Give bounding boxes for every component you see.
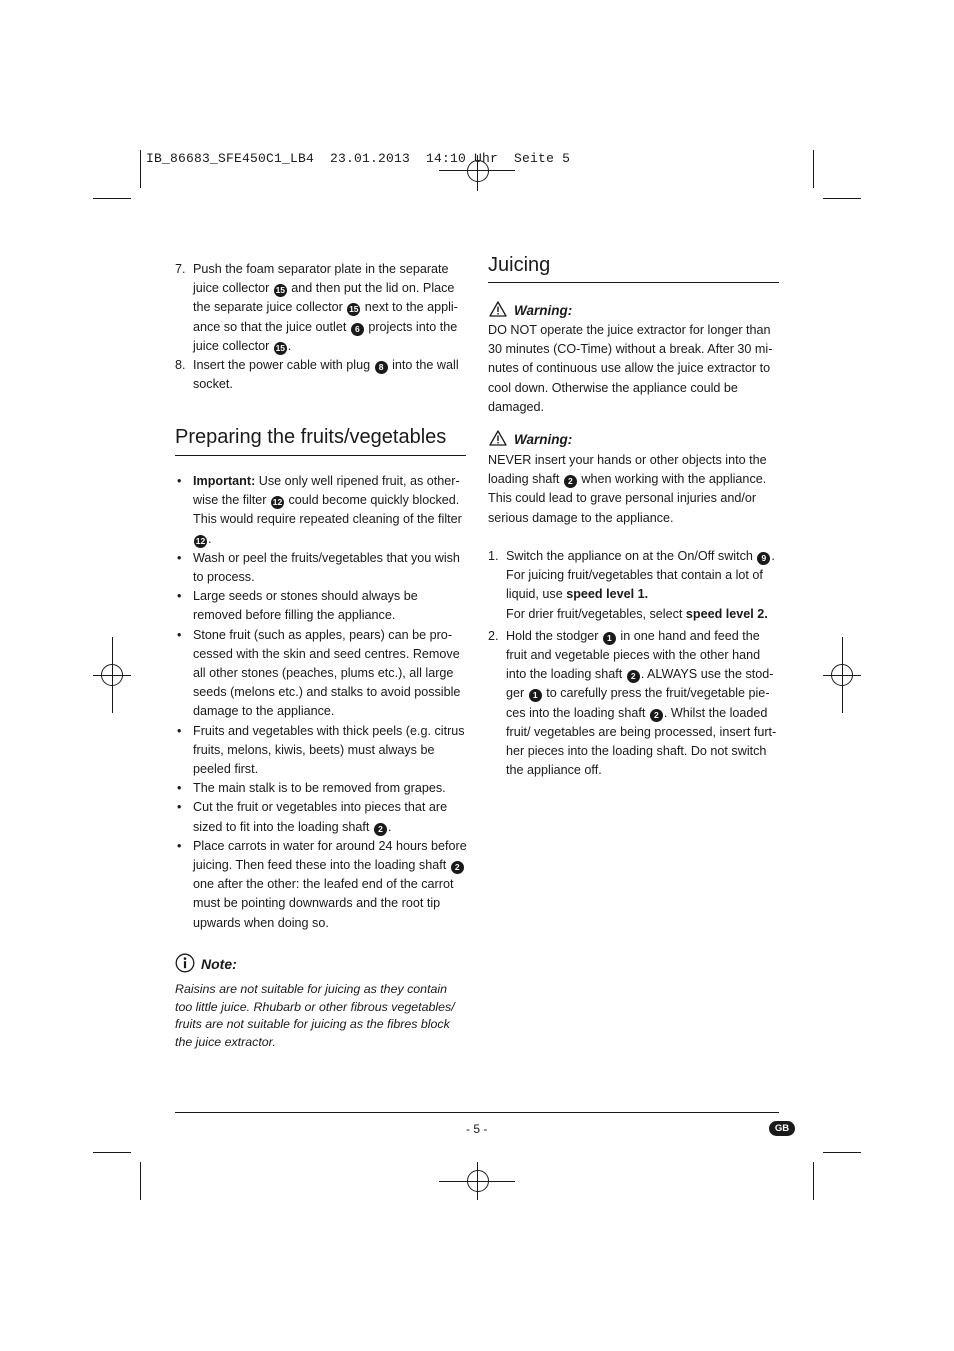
step-text: Insert the power cable with plug 8 into the wall socket. (193, 358, 459, 392)
crop-mark (140, 1162, 141, 1200)
warning2-text: NEVER insert your hands or other objects into the loading shaft 2 when working with the appliance. This could lead to grave personal injuries and/or serious damage to the appliance. (488, 453, 767, 525)
bullet-item (175, 837, 467, 933)
warning2-heading (489, 430, 572, 447)
part-number-badge: 1 (529, 689, 542, 702)
bullet-icon: • (177, 589, 182, 604)
bullet-icon: • (177, 723, 182, 738)
warning1-heading (489, 301, 572, 318)
warning1-text: DO NOT operate the juice extractor for longer than 30 minutes (CO-Time) without a break. After 30 mi-nutes of continuous use allow the juice extractor to cool down. Otherwise the appliance could be damaged. (488, 323, 773, 414)
language-badge: GB (769, 1121, 795, 1136)
bullet-text: Large seeds or stones should always be removed before filling the appliance. (193, 589, 418, 623)
juicing-steps (488, 547, 780, 780)
prep-heading-rule (175, 455, 466, 456)
part-number-badge: 12 (195, 535, 206, 546)
warning1-title: Warning: (514, 303, 573, 318)
numbered-step (488, 547, 780, 624)
prep-heading: Preparing the fruits/vegetables (175, 426, 447, 448)
crop-mark (93, 198, 131, 199)
info-icon (175, 953, 195, 973)
juicing-heading-rule (488, 282, 779, 283)
crop-mark (813, 150, 814, 188)
warning-triangle-icon (489, 430, 507, 446)
numbered-step (488, 627, 780, 781)
part-number-badge: 2 (451, 861, 464, 874)
part-number-badge: 15 (275, 342, 286, 353)
bold-text: speed level 1. (566, 587, 649, 602)
part-number-badge: 2 (650, 709, 663, 722)
part-number-badge: 2 (627, 670, 640, 683)
bullet-item (175, 722, 467, 780)
crop-mark (140, 150, 141, 188)
numbered-step (175, 260, 465, 356)
footer-rule (175, 1112, 779, 1113)
bullet-icon: • (177, 800, 182, 815)
note-title: Note: (201, 956, 237, 972)
crop-mark (813, 1162, 814, 1200)
step-text: Hold the stodger 1 in one hand and feed the fruit and vegetable pieces with the other hand into the loading shaft 2 . ALWAYS use the stod-ger 1 to carefully press the fruit/vegetable pie-ces into the loading shaft 2 . Whilst the loaded fruit/ vegetables are being processed, insert furt-her pieces into the loading shaft. Do not switch the appliance off. (506, 628, 777, 778)
bullet-item (175, 626, 467, 722)
bullet-text: Cut the fruit or vegetables into pieces that are sized to fit into the loading shaft 2 . (193, 800, 448, 834)
part-number-badge: 1 (603, 632, 616, 645)
print-slug: IB_86683_SFE450C1_LB4 23.01.2013 14:10 Uhr Seite 5 (146, 151, 571, 166)
warning2-title: Warning: (514, 432, 573, 447)
part-number-badge: 15 (275, 285, 286, 296)
page-number: - 5 - (466, 1122, 488, 1136)
bullet-item (175, 798, 467, 836)
bullet-text: Important: Use only well ripened fruit, as other-wise the filter 12 could become quickly blocked. This would require repeated cleaning of the filter 12 . (193, 474, 462, 546)
part-number-badge: 8 (375, 361, 388, 374)
bullet-icon: • (177, 550, 182, 565)
step-number: 8. (175, 358, 186, 373)
bullet-text: Fruits and vegetables with thick peels (e.g. citrus fruits, melons, kiwis, beets) must always be peeled first. (193, 723, 465, 777)
bullet-icon: • (177, 781, 182, 796)
bullet-item (175, 472, 467, 549)
part-number-badge: 2 (564, 475, 577, 488)
warning-triangle-icon (489, 301, 507, 317)
bold-text: speed level 2. (685, 606, 768, 621)
step-text: Switch the appliance on at the On/Off switch 9 . For juicing fruit/vegetables that contain a lot of liquid, use speed level 1. For drier fruit/vegetables, select speed level 2. (506, 549, 775, 621)
bullet-icon: • (177, 627, 182, 642)
step-number: 1. (488, 549, 499, 563)
bullet-icon: • (177, 474, 182, 488)
bullet-item (175, 587, 467, 625)
bullet-text: Stone fruit (such as apples, pears) can be pro-cessed with the skin and seed centres. Remove all other stones (peaches, plums etc.), all large seeds (melons etc.) and stalks to avoid possible damage to the appliance. (193, 627, 461, 719)
step-number: 2. (488, 628, 499, 643)
bullet-icon: • (177, 838, 182, 853)
bullet-text: The main stalk is to be removed from grapes. (193, 781, 446, 796)
part-number-badge: 9 (757, 552, 770, 565)
left-steps (175, 260, 465, 394)
part-number-badge: 6 (351, 323, 364, 336)
bullet-item (175, 779, 467, 798)
bullet-item (175, 549, 467, 587)
step-number: 7. (175, 262, 186, 276)
part-number-badge: 12 (272, 497, 283, 508)
prep-bullets (175, 472, 467, 933)
bullet-text: Place carrots in water for around 24 hours before juicing. Then feed these into the loading shaft 2 one after the other: the leafed end of the carrot must be pointing downwards and the root tip upwards when doing so. (193, 838, 467, 930)
crop-mark (823, 198, 861, 199)
part-number-badge: 15 (349, 304, 359, 315)
note-text: Raisins are not suitable for juicing as they contain too little juice. Rhubarb or other fibrous vegetables/ fruits are not suitable for juicing as the fibres block the juice extractor. (175, 982, 455, 1050)
crop-mark (93, 1152, 131, 1153)
bold-text: Important: (193, 474, 256, 488)
step-text: Push the foam separator plate in the separate juice collector 15 and then put the lid on. Place the separate juice collector 15 next to the appli-ance so that the juice outlet 6 projects into the juice collector 15 . (193, 262, 458, 353)
juicing-heading: Juicing (488, 254, 551, 276)
bullet-text: Wash or peel the fruits/vegetables that you wish to process. (193, 550, 460, 585)
numbered-step (175, 356, 465, 394)
note-heading (175, 953, 237, 973)
part-number-badge: 2 (374, 823, 387, 836)
crop-mark (823, 1152, 861, 1153)
